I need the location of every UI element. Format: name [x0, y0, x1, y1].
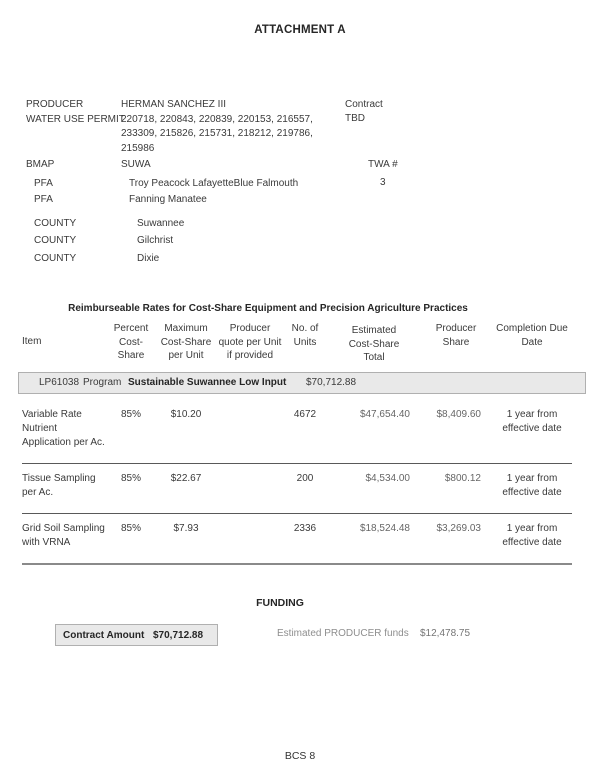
cell-units: 2336 — [293, 522, 317, 534]
cell-estimated-total: $4,534.00 — [365, 472, 410, 484]
producer-label: PRODUCER — [26, 99, 84, 110]
rates-table-title: Reimburseable Rates for Cost-Share Equipment and Precision Agriculture Practices — [68, 303, 468, 314]
cell-due-date: 1 year from effective date — [502, 472, 562, 498]
pfa-row-2 — [26, 193, 386, 208]
program-name: Sustainable Suwannee Low Input — [128, 376, 287, 388]
cell-due-date: 1 year from effective date — [502, 522, 562, 548]
table-row — [22, 463, 572, 513]
pfa-label: PFA — [34, 194, 53, 205]
contract-label: Contract — [345, 99, 383, 110]
cell-max-per-unit: $10.20 — [170, 408, 202, 420]
funding-section — [0, 597, 600, 641]
county-row-3 — [26, 252, 386, 267]
county-label: COUNTY — [34, 235, 77, 246]
program-highlight-row — [18, 372, 586, 394]
county-value: Dixie — [137, 252, 160, 264]
twa-value: 3 — [380, 177, 386, 188]
pfa-value: Troy Peacock LafayetteBlue Falmouth — [129, 177, 299, 189]
cell-producer-share: $800.12 — [444, 472, 481, 484]
col-header-producer-share: Producer Share — [435, 323, 477, 348]
col-header-item: Item — [22, 336, 42, 347]
contract-amount-label: Contract Amount — [63, 629, 145, 641]
program-type: Program — [83, 376, 122, 388]
funding-title: FUNDING — [256, 597, 304, 609]
table-row — [22, 400, 572, 464]
cell-percent: 85% — [120, 408, 141, 420]
cell-percent: 85% — [120, 522, 141, 534]
col-header-no-of-units: No. of Units — [291, 323, 319, 348]
twa-label: TWA # — [368, 159, 398, 170]
col-header-estimated-total: Estimated Cost-Share Total — [348, 325, 400, 363]
col-header-percent-cost-share: Percent Cost-Share — [113, 323, 149, 361]
producer-funds-label: Estimated PRODUCER funds — [277, 628, 409, 639]
pfa-label: PFA — [34, 177, 53, 189]
pfa-value: Fanning Manatee — [129, 194, 207, 205]
county-value: Suwannee — [137, 217, 185, 229]
col-header-max-cost-share: Maximum Cost-Share per Unit — [160, 323, 212, 361]
cell-estimated-total: $18,524.48 — [359, 522, 410, 534]
cell-percent: 85% — [120, 472, 141, 484]
header-row — [22, 322, 572, 365]
cell-producer-quote — [218, 400, 282, 464]
col-header-producer-quote: Producer quote per Unit if provided — [218, 323, 282, 361]
rates-table-body — [22, 400, 572, 565]
contract-value: TBD — [345, 113, 365, 124]
cell-producer-quote — [218, 513, 282, 564]
col-header-completion-due-date: Completion Due Date — [496, 323, 568, 348]
cell-due-date: 1 year from effective date — [502, 408, 562, 434]
producer-value: HERMAN SANCHEZ III — [121, 99, 227, 110]
county-value: Gilchrist — [137, 235, 174, 246]
cell-producer-share: $8,409.60 — [436, 408, 481, 420]
cell-item: Grid Soil Sampling with VRNA — [22, 522, 105, 548]
contract-amount-value: $70,712.88 — [153, 629, 204, 641]
water-use-permit-row — [26, 113, 386, 157]
producer-row — [26, 98, 386, 113]
page-title: ATTACHMENT A — [254, 24, 346, 36]
cell-units: 200 — [296, 472, 314, 484]
cell-producer-share: $3,269.03 — [436, 522, 481, 534]
rates-section — [22, 303, 590, 565]
water-use-permit-value: 220718, 220843, 220839, 220153, 216557, 233309, 215826, 215731, 218212, 219786, 215986 — [121, 113, 313, 154]
table-row — [22, 513, 572, 564]
cell-producer-quote — [218, 463, 282, 513]
cell-max-per-unit: $7.93 — [173, 522, 199, 534]
cell-units: 4672 — [293, 408, 317, 420]
producer-funds-value: $12,478.75 — [420, 628, 471, 639]
cell-estimated-total: $47,654.40 — [359, 408, 410, 420]
bmap-row — [26, 158, 386, 173]
contract-amount-box — [55, 624, 218, 646]
water-use-permit-label: WATER USE PERMIT — [26, 113, 125, 125]
bmap-label: BMAP — [26, 159, 55, 170]
program-total: $70,712.88 — [306, 376, 357, 388]
county-row-2 — [26, 234, 386, 249]
page-footer: BCS 8 — [284, 750, 316, 762]
county-row-1 — [26, 217, 386, 232]
cell-item: Variable Rate Nutrient Application per Ac. — [22, 408, 105, 448]
producer-info-block — [26, 98, 398, 266]
bmap-value: SUWA — [121, 159, 151, 170]
county-label: COUNTY — [34, 217, 77, 229]
cell-item: Tissue Sampling per Ac. — [22, 472, 96, 498]
pfa-row-1 — [26, 177, 386, 192]
rates-table-header — [22, 322, 572, 365]
program-code: LP61038 — [39, 376, 80, 388]
county-label: COUNTY — [34, 252, 77, 264]
cell-max-per-unit: $22.67 — [170, 472, 202, 484]
